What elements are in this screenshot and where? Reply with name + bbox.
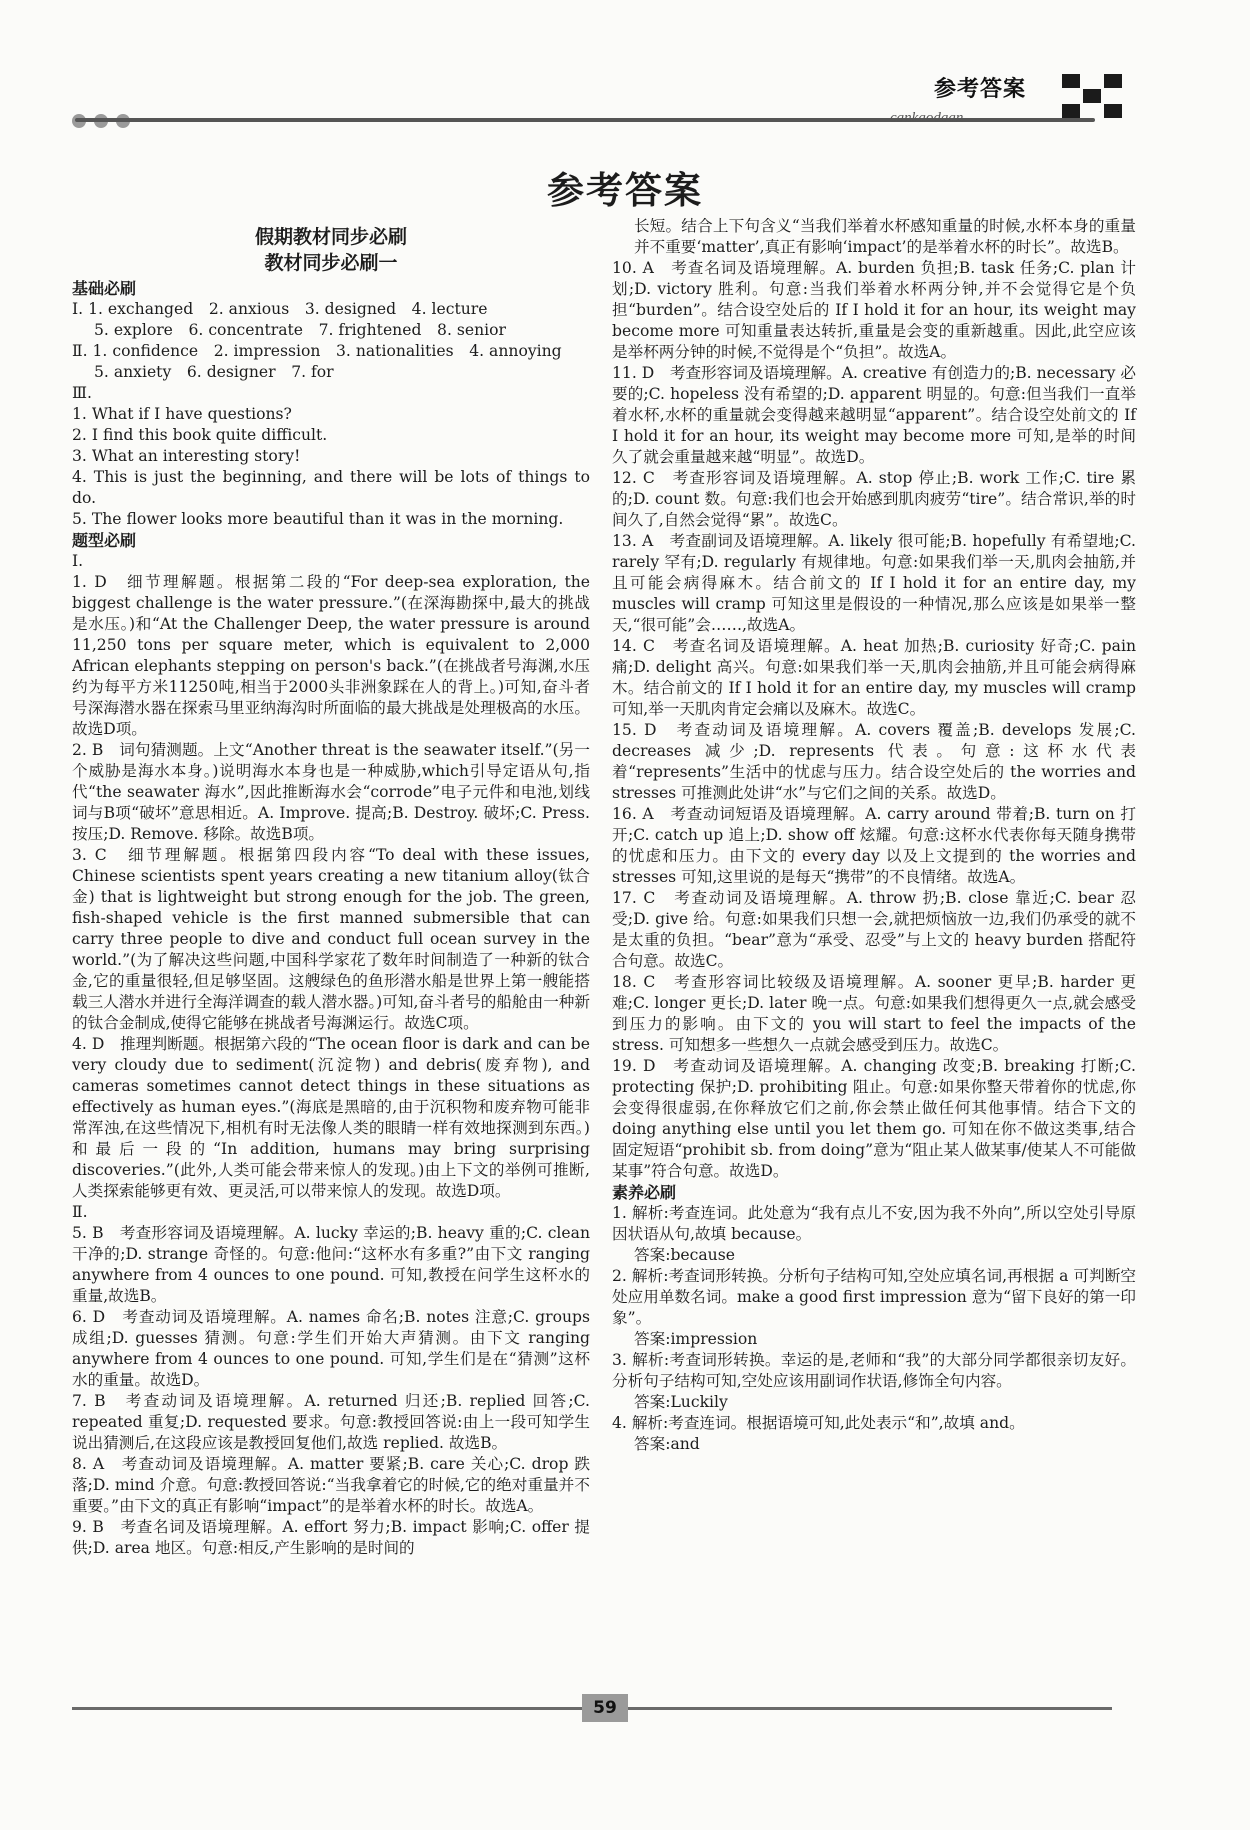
answer-item: 8. A 考查动词及语境理解。A. matter 要紧;B. care 关心;C. drop 跌落;D. mind 介意。句意:教授回答说:“当我拿着它的时候,它的绝对重量并不重要。”由下文的真正有影响“impact”的是举着水杯的时长。故选A。 [72, 1455, 590, 1515]
answer-item: 9. B 考查名词及语境理解。A. effort 努力;B. impact 影响;C. offer 提供;D. area 地区。句意:相反,产生影响的是时间的 [72, 1518, 590, 1557]
answer-line: 3. What an interesting story! [72, 447, 301, 465]
roman-heading: Ⅰ. [72, 552, 84, 570]
analysis-item: 2. 解析:考查词形转换。分析句子结构可知,空处应填名词,再根据 a 可判断空处应用单数名词。make a good first impression 意为“留下良好的第一印象”。 [612, 1267, 1136, 1327]
analysis-item: 4. 解析:考查连词。根据语境可知,此处表示“和”,故填 and。 [612, 1414, 1025, 1432]
answer-line: Ⅰ. 1. exchanged 2. anxious 3. designed 4. lecture [72, 300, 488, 318]
answer-item: 14. C 考查名词及语境理解。A. heat 加热;B. curiosity 好奇;C. pain 痛;D. delight 高兴。句意:如果我们举一天,肌肉会抽筋,并且可能会病得麻木。结合前文的 If I hold it for an entire day, my muscles will cramp 可知,举一天肌肉肯定会痛以及麻木。故选C。 [612, 637, 1136, 718]
answer-item: 10. A 考查名词及语境理解。A. burden 负担;B. task 任务;C. plan 计划;D. victory 胜利。句意:当我们举着水杯两分钟,并不会觉得它是个负担“burden”。结合设空处后的 If I hold it for an hour, its weight may become more 可知重量表达转折,重量是会变的重新越重。因此,此空应该是举杯两分钟的时候,不觉得是个“负担”。故选A。 [612, 259, 1136, 361]
roman-heading: Ⅱ. [72, 1203, 88, 1221]
answer-item: 16. A 考查动词短语及语境理解。A. carry around 带着;B. turn on 打开;C. catch up 追上;D. show off 炫耀。句意:这杯水代表你每天随身携带的忧虑和压力。由下文的 every day 以及上文提到的 the worries and stresses 可知,这里说的是每天“携带”的不良情绪。故选A。 [612, 805, 1136, 886]
answer-line: Ⅱ. 1. confidence 2. impression 3. nationalities 4. annoying [72, 342, 562, 360]
answer-item: 1. D 细节理解题。根据第二段的“For deep-sea exploration, the biggest challenge is the water pressure.”(在深海勘探中,最大的挑战是水压。)和“At the Challenger Deep, the water pressure is around 11,250 tons per square meter, which is equivalent to 2,000 African elephants stepping on person's back.”(在挑战者号海渊,水压约为每平方米11250吨,相当于2000头非洲象踩在人的背上。)可知,奋斗者号深海潜水器在探索马里亚纳海沟时所面临的最大挑战是处理极高的水压。故选D项。 [72, 573, 590, 738]
answer-item: 5. B 考查形容词及语境理解。A. lucky 幸运的;B. heavy 重的;C. clean 干净的;D. strange 奇怪的。句意:他问:“这杯水有多重?”由下文 ranging anywhere from 4 ounces to one pound. 可知,教授在问学生这杯水的重量,故选B。 [72, 1224, 590, 1305]
heading-set-one: 教材同步必刷一 [264, 252, 398, 274]
page-number: 59 [582, 1694, 628, 1722]
answer-item: 4. D 推理判断题。根据第六段的“The ocean floor is dark and can be very cloudy due to sediment(沉淀物) and debris(废弃物), and cameras sometimes cannot detect things in these situations as effectively as human eyes.”(海底是黑暗的,由于沉积物和废弃物可能非常浑浊,在这些情况下,相机有时无法像人类的眼睛一样有效地探测到东西。)和最后一段的“In addition, humans may bring surprising discoveries.”(此外,人类可能会带来惊人的发现。)由上下文的举例可推断,人类探索能够更有效、更灵活,可以带来惊人的发现。故选D项。 [72, 1035, 590, 1200]
answer-item: 6. D 考查动词及语境理解。A. names 命名;B. notes 注意;C. groups 成组;D. guesses 猜测。句意:学生们开始大声猜测。由下文 ranging anywhere from 4 ounces to one pound. 可知,学生们是在“猜测”这杯水的重量。故选D。 [72, 1308, 590, 1389]
section-basic: 基础必刷 [72, 279, 137, 298]
header-title: 参考答案 [934, 77, 1027, 102]
section-question-types: 题型必刷 [72, 531, 137, 550]
answer-line: 4. This is just the beginning, and there will be lots of things to do. [72, 468, 590, 507]
left-column [72, 224, 590, 1559]
header-pinyin: cankaodaan [890, 110, 964, 126]
answer-key: 答案:impression [634, 1330, 758, 1348]
analysis-item: 1. 解析:考查连词。此处意为“我有点儿不安,因为我不外向”,所以空处引导原因状语从句,故填 because。 [612, 1204, 1136, 1243]
answer-item: 3. C 细节理解题。根据第四段内容“To deal with these issues, Chinese scientists spent years creating a new titanium alloy(钛合金) that is lightweight but strong enough for the job. The green, fish-shaped vehicle is the first manned submersible that can carry three people to dive and conduct full ocean survey in the world.”(为了解决这些问题,中国科学家花了数年时间制造了一种新的钛合金,它的重量很轻,但足够坚固。这艘绿色的鱼形潜水船是世界上第一艘能搭载三人潜水并进行全海洋调查的载人潜水器。)可知,奋斗者号的船舱由一种新的钛合金制成,使得它能够在挑战者号海渊运行。故选C项。 [72, 846, 590, 1032]
answer-item: 7. B 考查动词及语境理解。A. returned 归还;B. replied 回答;C. repeated 重复;D. requested 要求。句意:教授回答说:由上一段可知学生说出猜测后,在这段应该是教授回复他们,故选 replied. 故选B。 [72, 1392, 590, 1452]
answer-item: 12. C 考查形容词及语境理解。A. stop 停止;B. work 工作;C. tire 累的;D. count 数。句意:我们也会开始感到肌肉疲劳“tire”。结合常识,举的时间久了,自然会觉得“累”。故选C。 [612, 469, 1136, 529]
analysis-item: 3. 解析:考查词形转换。幸运的是,老师和“我”的大部分同学都很亲切友好。分析句子结构可知,空处应该用副词作状语,修饰全句内容。 [612, 1351, 1136, 1390]
answer-continuation: 长短。结合上下句含义“当我们举着水杯感知重量的时候,水杯本身的重量并不重要‘matter’,真正有影响‘impact’的是举着水杯的时长”。故选B。 [634, 217, 1136, 256]
header-dots [72, 113, 138, 132]
answer-item: 15. D 考查动词及语境理解。A. covers 覆盖;B. develops 发展;C. decreases 减少;D. represents 代表。句意:这杯水代表着“represents”生活中的忧虑与压力。结合设空处后的 the worries and stresses 可推测此处讲“水”与它们之间的关系。故选D。 [612, 721, 1136, 802]
page-header [0, 0, 1250, 140]
answer-line: 5. The flower looks more beautiful than it was in the morning. [72, 510, 564, 528]
answer-item: 13. A 考查副词及语境理解。A. likely 很可能;B. hopefully 有希望地;C. rarely 罕有;D. regularly 有规律地。句意:如果我们举一天,肌肉会抽筋,并且可能会病得麻木。结合前文的 If I hold it for an entire day, my muscles will cramp 可知这里是假设的一种情况,那么应该是如果举一整天,“很可能”会……,故选A。 [612, 532, 1136, 634]
answer-line: 5. explore 6. concentrate 7. frightened 8. senior [94, 321, 506, 339]
answer-line: 5. anxiety 6. designer 7. for [94, 363, 334, 381]
answer-item: 18. C 考查形容词比较级及语境理解。A. sooner 更早;B. harder 更难;C. longer 更长;D. later 晚一点。句意:如果我们想得更久一点,就会感受到压力的影响。由下文的 you will start to feel the impacts of the stress. 可知想多一些想久一点就会感受到压力。故选C。 [612, 973, 1136, 1054]
answer-key: 答案:because [634, 1246, 735, 1264]
right-column [612, 216, 1136, 1455]
answer-item: 19. D 考查动词及语境理解。A. changing 改变;B. breaking 打断;C. protecting 保护;D. prohibiting 阻止。句意:如果你整天带着你的忧虑,你会变得很虚弱,在你释放它们之前,你会禁止做任何其他事情。结合下文的 doing anything else until you let them go. 可知在你不做这类事,结合固定短语“prohibit sb. from doing”意为“阻止某人做某事/使某人不可能做某事”符合句意。故选D。 [612, 1057, 1136, 1180]
answer-item: 11. D 考查形容词及语境理解。A. creative 有创造力的;B. necessary 必要的;C. hopeless 没有希望的;D. apparent 明显的。句意:但当我们一直举着水杯,水杯的重量就会变得越来越明显“apparent”。结合设空处前文的 If I hold it for an hour, its weight may become more 可知,是举的时间久了就会重量越来越“明显”。故选D。 [612, 364, 1136, 466]
answer-item: 2. B 词句猜测题。上文“Another threat is the seawater itself.”(另一个威胁是海水本身。)说明海水本身也是一种威胁,which引导定语从句,指代“the seawater 海水”,因此推断海水会“corrode”电子元件和电池,划线词与B项“破坏”意思相近。A. Improve. 提高;B. Destroy. 破坏;C. Press. 按压;D. Remove. 移除。故选B项。 [72, 741, 590, 843]
answer-line: Ⅲ. [72, 384, 92, 402]
heading-holiday: 假期教材同步必刷 [254, 226, 407, 248]
answer-key: 答案:Luckily [634, 1393, 728, 1411]
answer-line: 1. What if I have questions? [72, 405, 292, 423]
section-literacy: 素养必刷 [612, 1183, 677, 1202]
page-title: 参考答案 [547, 169, 703, 212]
answer-item: 17. C 考查动词及语境理解。A. throw 扔;B. close 靠近;C. bear 忍受;D. give 给。句意:如果我们只想一会,就把烦恼放一边,我们仍承受的就不是太重的负担。“bear”意为“承受、忍受”与上文的 heavy burden 搭配符合句意。故选C。 [612, 889, 1136, 970]
header-decoration-blocks [1060, 74, 1130, 118]
answer-key: 答案:and [634, 1435, 700, 1453]
answer-line: 2. I find this book quite difficult. [72, 426, 328, 444]
